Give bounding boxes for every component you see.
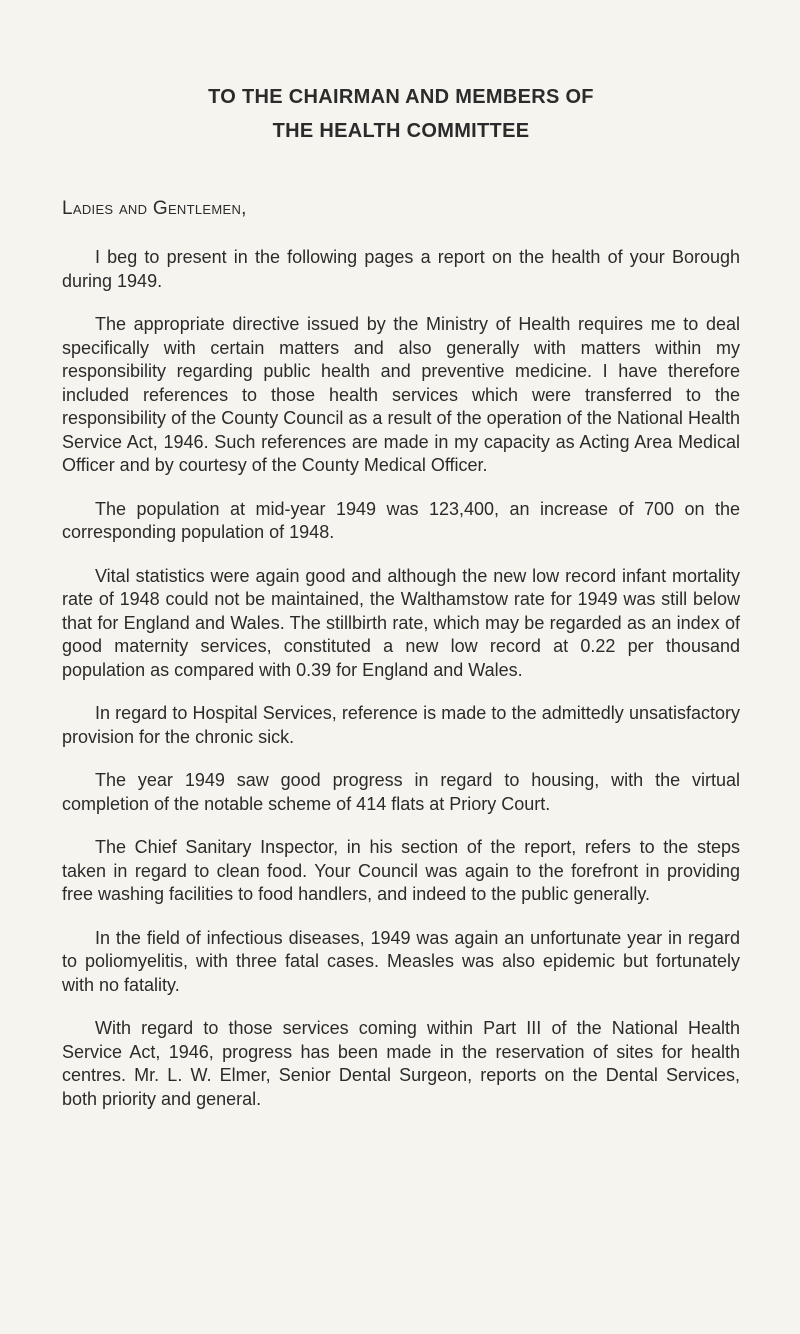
salutation: Ladies and Gentlemen, — [62, 198, 247, 219]
paragraph-4: Vital statistics were again good and although the new low record infant mortality rate of 1948 could not be maintained, the Walthamstow rate for 1949 was still below that for England and Wales. The stillbirth rate, which may be regarded as an index of good maternity services, constituted a new low record at 0.22 per thousand population as compared with 0.39 for England and Wales. — [62, 565, 740, 680]
paragraph-2: The appropriate directive issued by the Ministry of Health requires me to deal specifically with certain matters and also generally with matters within my responsibility regarding public health and preventive medicine. I have therefore included references to those health services which were transferred to the responsibility of the County Council as a result of the operation of the National Health Service Act, 1946. Such references are made in my capacity as Acting Area Medical Officer and by courtesy of the County Medical Officer. — [62, 314, 740, 475]
paragraph-7: The Chief Sanitary Inspector, in his section of the report, refers to the steps taken in regard to clean food. Your Council was again to the forefront in providing free washing facilities to food handlers, and indeed to the public generally. — [62, 837, 740, 904]
paragraph-6: The year 1949 saw good progress in regard to housing, with the virtual completion of the notable scheme of 414 flats at Priory Court. — [62, 770, 740, 814]
paragraph-9: With regard to those services coming within Part III of the National Health Service Act, 1946, progress has been made in the reservation of sites for health centres. Mr. L. W. Elmer, Senior Dental Surgeon, reports on the Dental Services, both priority and general. — [62, 1018, 740, 1109]
title-line-1: TO THE CHAIRMAN AND MEMBERS OF — [208, 86, 594, 108]
paragraph-1: I beg to present in the following pages a report on the health of your Borough during 1949. — [62, 247, 740, 291]
title-line-2: THE HEALTH COMMITTEE — [272, 120, 530, 142]
paragraph-3: The population at mid-year 1949 was 123,400, an increase of 700 on the corresponding population of 1948. — [62, 498, 740, 542]
paragraph-8: In the field of infectious diseases, 1949 was again an unfortunate year in regard to poliomyelitis, with three fatal cases. Measles was also epidemic but fortunately with no fatality. — [62, 927, 740, 995]
paragraph-5: In regard to Hospital Services, reference is made to the admittedly unsatisfactory provision for the chronic sick. — [62, 703, 740, 747]
